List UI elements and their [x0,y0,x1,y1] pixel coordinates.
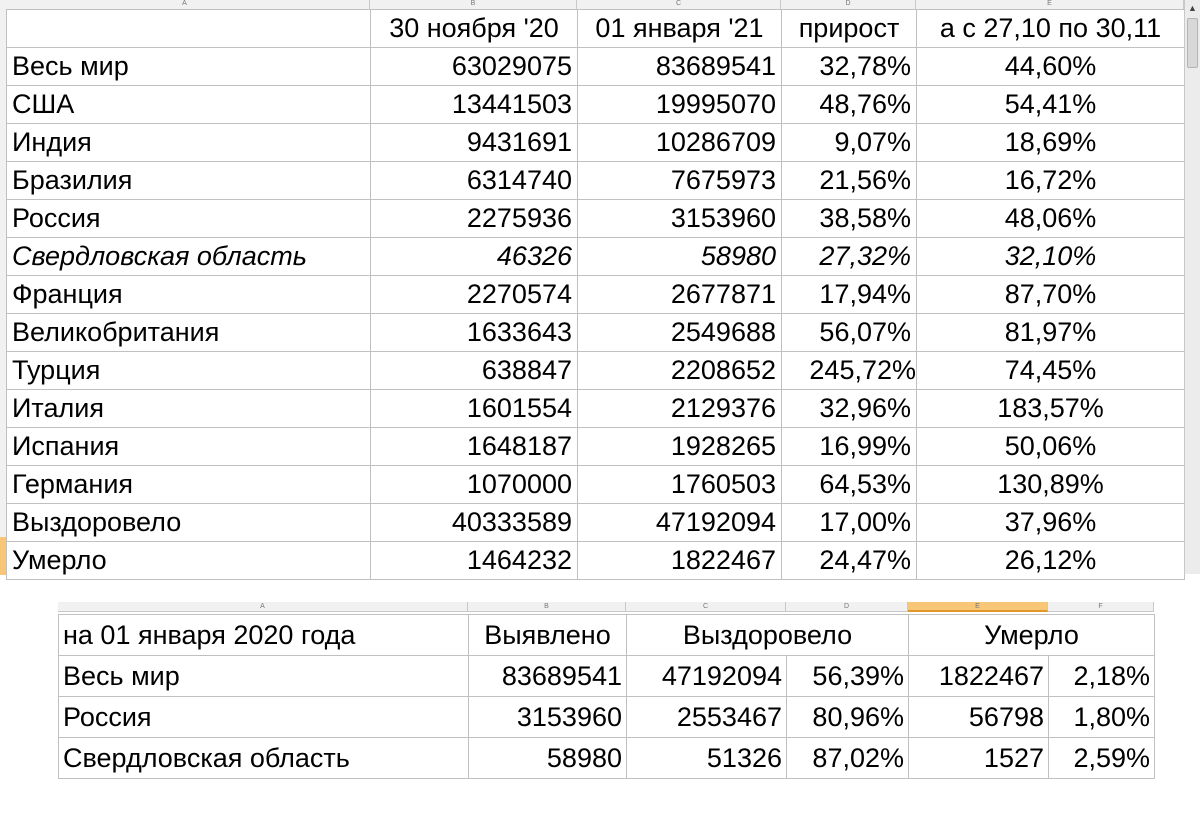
cell[interactable]: Франция [7,276,371,314]
cell[interactable]: Великобритания [7,314,371,352]
table-row [7,352,1185,390]
cell[interactable]: 1822467 [578,542,782,580]
cell[interactable]: 87,70% [917,276,1185,314]
cell[interactable]: Выздоровело [7,504,371,542]
cell[interactable]: 130,89% [917,466,1185,504]
table-row [7,276,1185,314]
cell[interactable] [7,10,371,48]
header-cell[interactable]: Выявлено [469,615,627,656]
cell[interactable]: 56,39% [787,656,909,697]
cell[interactable]: США [7,86,371,124]
cell[interactable]: 1,80% [1049,697,1155,738]
scrollbar-thumb[interactable] [1187,18,1198,68]
cell[interactable]: 58980 [469,738,627,779]
cell[interactable]: 47192094 [627,656,787,697]
table-row [7,542,1185,580]
cell[interactable]: 2,18% [1049,656,1155,697]
cell[interactable]: 2270574 [371,276,578,314]
cell[interactable]: Умерло [7,542,371,580]
cell[interactable]: 24,47% [782,542,917,580]
cell[interactable]: 245,72% [782,352,917,390]
cell[interactable]: 2129376 [578,390,782,428]
table-row [7,238,1185,276]
cell[interactable]: 38,58% [782,200,917,238]
header-cell[interactable]: на 01 января 2020 года [59,615,469,656]
scroll-up-icon[interactable]: ▲ [1188,3,1197,13]
cell[interactable]: 2208652 [578,352,782,390]
table-row [7,124,1185,162]
cell[interactable]: 27,32% [782,238,917,276]
table-row [7,162,1185,200]
column-header-b[interactable]: B [370,0,577,9]
column-header-f[interactable]: F [1048,602,1154,612]
cell[interactable]: 56798 [909,697,1049,738]
cell[interactable]: 2677871 [578,276,782,314]
cell[interactable]: 83689541 [469,656,627,697]
header-cell[interactable]: 30 ноября '20 [371,10,578,48]
column-header-c[interactable]: C [577,0,781,9]
cell[interactable]: 51326 [627,738,787,779]
cell[interactable]: 26,12% [917,542,1185,580]
table-row [7,86,1185,124]
cell[interactable]: Весь мир [59,656,469,697]
cell[interactable]: Свердловская область [59,738,469,779]
cell[interactable]: 63029075 [371,48,578,86]
header-row [59,615,1155,656]
column-header-b[interactable]: B [468,602,626,612]
column-header-d[interactable]: D [786,602,908,612]
table-row [7,466,1185,504]
table-row [59,738,1155,779]
header-cell[interactable]: прирост [782,10,917,48]
column-header-c[interactable]: C [626,602,786,612]
cell[interactable]: Германия [7,466,371,504]
cell[interactable]: 1464232 [371,542,578,580]
cell[interactable]: Испания [7,428,371,466]
cell[interactable]: Россия [7,200,371,238]
cell[interactable]: 6314740 [371,162,578,200]
top-data-table [6,9,1185,580]
column-header-a[interactable]: A [0,0,370,9]
cell[interactable]: 17,00% [782,504,917,542]
cell[interactable]: 2,59% [1049,738,1155,779]
table-row [59,697,1155,738]
table-row [59,656,1155,697]
cell[interactable]: 1633643 [371,314,578,352]
header-row [7,10,1185,48]
bottom-data-table [58,614,1155,779]
cell[interactable]: Свердловская область [7,238,371,276]
cell[interactable]: Италия [7,390,371,428]
column-header-e[interactable]: E [916,0,1184,9]
cell[interactable]: Индия [7,124,371,162]
cell[interactable]: 18,69% [917,124,1185,162]
cell[interactable]: 2549688 [578,314,782,352]
cell[interactable]: 9431691 [371,124,578,162]
header-cell[interactable]: Выздоровело [627,615,909,656]
cell[interactable]: 1648187 [371,428,578,466]
cell[interactable]: 46326 [371,238,578,276]
column-header-a[interactable]: A [58,602,468,612]
table-row [7,504,1185,542]
cell[interactable]: 74,45% [917,352,1185,390]
cell[interactable]: 54,41% [917,86,1185,124]
cell[interactable]: Турция [7,352,371,390]
cell[interactable]: 19995070 [578,86,782,124]
cell[interactable]: 3153960 [578,200,782,238]
cell[interactable]: 32,96% [782,390,917,428]
cell[interactable]: 80,96% [787,697,909,738]
header-cell[interactable]: Умерло [909,615,1155,656]
cell[interactable]: 1070000 [371,466,578,504]
cell[interactable]: 7675973 [578,162,782,200]
cell[interactable]: 32,10% [917,238,1185,276]
cell[interactable]: 81,97% [917,314,1185,352]
column-header-bar [58,602,1154,612]
cell[interactable]: 40333589 [371,504,578,542]
cell[interactable]: 1928265 [578,428,782,466]
cell[interactable]: 2275936 [371,200,578,238]
cell[interactable]: 48,06% [917,200,1185,238]
table-row [7,314,1185,352]
cell[interactable]: 10286709 [578,124,782,162]
header-cell[interactable]: а с 27,10 по 30,11 [917,10,1185,48]
cell[interactable]: 58980 [578,238,782,276]
table-row [7,428,1185,466]
bottom-spreadsheet [58,602,1156,774]
cell[interactable]: 16,99% [782,428,917,466]
cell[interactable]: 9,07% [782,124,917,162]
header-cell[interactable]: 01 января '21 [578,10,782,48]
cell[interactable]: 183,57% [917,390,1185,428]
cell[interactable]: 37,96% [917,504,1185,542]
table-row [7,48,1185,86]
cell[interactable]: 50,06% [917,428,1185,466]
cell[interactable]: Бразилия [7,162,371,200]
cell[interactable]: 16,72% [917,162,1185,200]
cell[interactable]: 3153960 [469,697,627,738]
cell[interactable]: 2553467 [627,697,787,738]
vertical-scrollbar[interactable] [1184,0,1200,574]
cell[interactable]: 638847 [371,352,578,390]
cell[interactable]: Весь мир [7,48,371,86]
cell[interactable]: 1760503 [578,466,782,504]
cell[interactable]: 17,94% [782,276,917,314]
cell[interactable]: 83689541 [578,48,782,86]
table-row [7,200,1185,238]
cell[interactable]: 21,56% [782,162,917,200]
cell[interactable]: 1822467 [909,656,1049,697]
cell[interactable]: 1527 [909,738,1049,779]
table-row [7,390,1185,428]
cell[interactable]: 44,60% [917,48,1185,86]
cell[interactable]: 64,53% [782,466,917,504]
column-header-d[interactable]: D [781,0,916,9]
cell[interactable]: 87,02% [787,738,909,779]
cell[interactable]: 47192094 [578,504,782,542]
column-header-e[interactable]: E [908,602,1048,612]
cell[interactable]: 13441503 [371,86,578,124]
cell[interactable]: 32,78% [782,48,917,86]
cell[interactable]: Россия [59,697,469,738]
cell[interactable]: 48,76% [782,86,917,124]
cell[interactable]: 56,07% [782,314,917,352]
cell[interactable]: 1601554 [371,390,578,428]
